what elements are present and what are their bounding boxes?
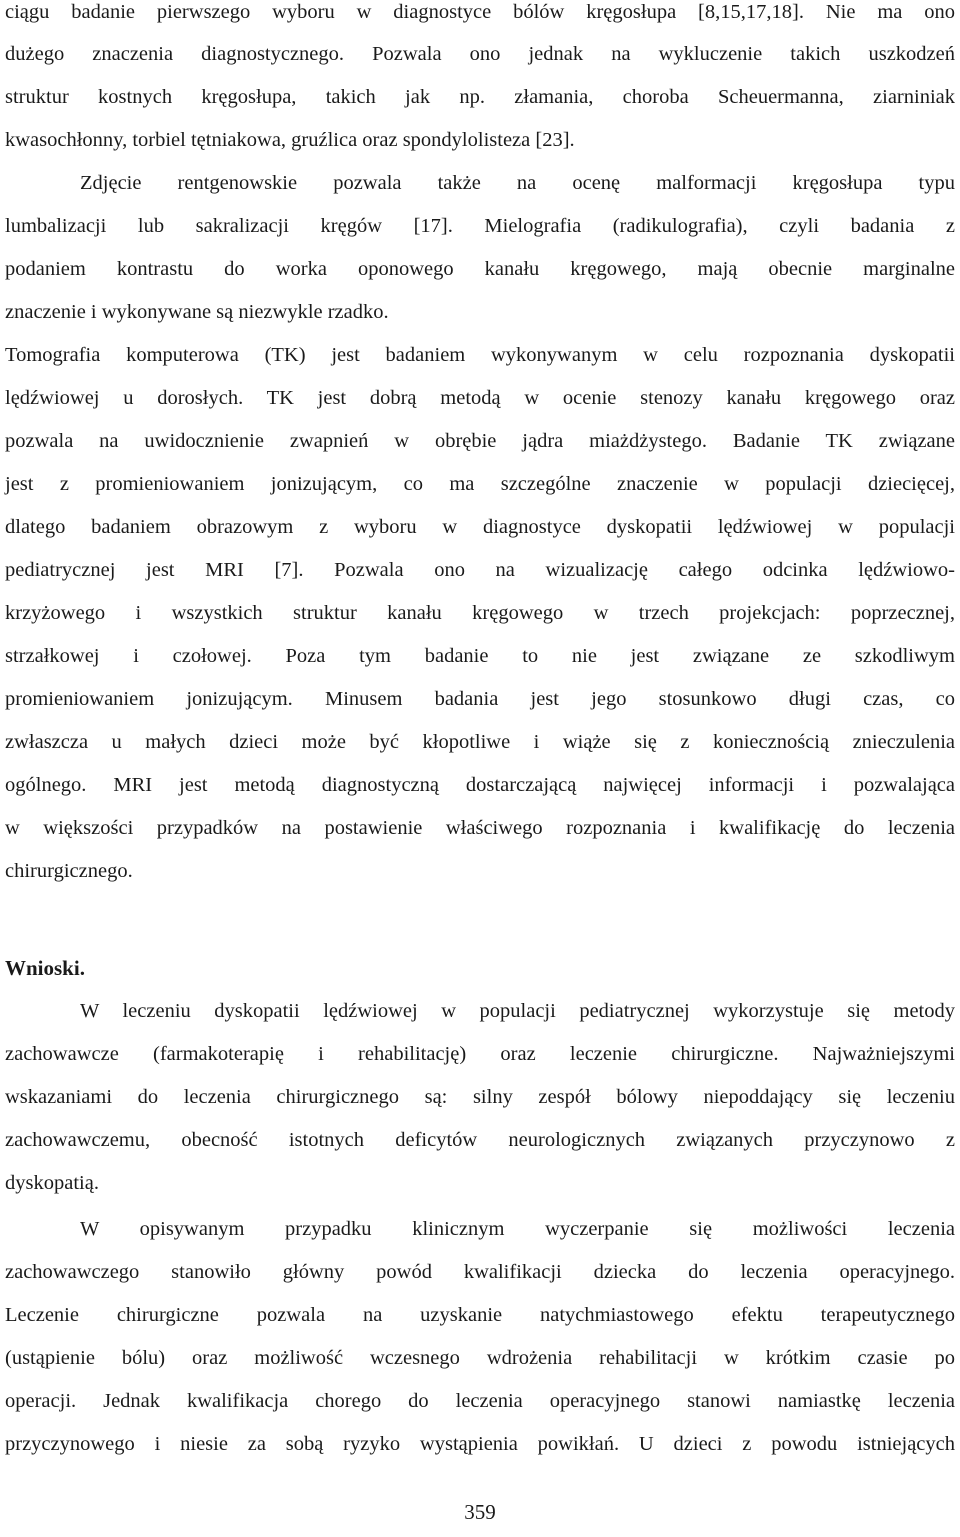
text-line: struktur kostnych kręgosłupa, takich jak np. złamania, choroba Scheuermanna, ziarniniak — [5, 86, 955, 108]
text-line: zachowawczego stanowiło główny powód kwalifikacji dziecka do leczenia operacyjnego. — [5, 1261, 955, 1283]
text-line: kwasochłonny, torbiel tętniakowa, gruźlica oraz spondylolisteza [23]. — [5, 129, 575, 151]
text-line: dyskopatią. — [5, 1172, 99, 1194]
text-line: podaniem kontrastu do worka oponowego kanału kręgowego, mają obecnie marginalne — [5, 258, 955, 280]
section-heading: Wnioski. — [5, 956, 85, 980]
page-number: 359 — [464, 1500, 496, 1524]
text-line: dużego znaczenia diagnostycznego. Pozwala ono jednak na wykluczenie takich uszkodzeń — [5, 43, 955, 65]
text-line: Tomografia komputerowa (TK) jest badaniem wykonywanym w celu rozpoznania dyskopatii — [5, 344, 955, 366]
text-line: zachowawczemu, obecność istotnych deficytów neurologicznych związanych przyczynowo z — [5, 1129, 955, 1151]
text-line: znaczenie i wykonywane są niezwykle rzadko. — [5, 301, 389, 323]
text-line: W leczeniu dyskopatii lędźwiowej w populacji pediatrycznej wykorzystuje się metody — [80, 1000, 955, 1022]
text-line: (ustąpienie bólu) oraz możliwość wczesnego wdrożenia rehabilitacji w krótkim czasie po — [5, 1347, 955, 1369]
text-line: przyczynowego i niesie za sobą ryzyko wystąpienia powikłań. U dzieci z powodu istniejących — [5, 1433, 955, 1455]
text-line: ogólnego. MRI jest metodą diagnostyczną dostarczającą najwięcej informacji i pozwalająca — [5, 774, 955, 796]
text-line: strzałkowej i czołowej. Poza tym badanie to nie jest związane ze szkodliwym — [5, 645, 955, 667]
text-line: krzyżowego i wszystkich struktur kanału kręgowego w trzech projekcjach: poprzecznej, — [5, 602, 955, 624]
text-line: lumbalizacji lub sakralizacji kręgów [17]. Mielografia (radikulografia), czyli badania z — [5, 215, 955, 237]
text-line: jest z promieniowaniem jonizującym, co ma szczególne znaczenie w populacji dziecięcej, — [5, 473, 955, 495]
text-line: promieniowaniem jonizującym. Minusem badania jest jego stosunkowo długi czas, co — [5, 688, 955, 710]
text-line: operacji. Jednak kwalifikacja chorego do leczenia operacyjnego stanowi namiastkę leczenia — [5, 1390, 955, 1412]
text-line: pozwala na uwidocznienie zwapnień w obrębie jądra miażdżystego. Badanie TK związane — [5, 430, 955, 452]
text-line: zwłaszcza u małych dzieci może być kłopotliwe i wiąże się z koniecznością znieczulenia — [5, 731, 955, 753]
text-line: Leczenie chirurgiczne pozwala na uzyskanie natychmiastowego efektu terapeutycznego — [5, 1304, 955, 1326]
text-line: lędźwiowej u dorosłych. TK jest dobrą metodą w ocenie stenozy kanału kręgowego oraz — [5, 387, 955, 409]
text-line: w większości przypadków na postawienie właściwego rozpoznania i kwalifikację do leczenia — [5, 817, 955, 839]
text-line: zachowawcze (farmakoterapię i rehabilitację) oraz leczenie chirurgiczne. Najważniejszymi — [5, 1043, 955, 1065]
text-line: pediatrycznej jest MRI [7]. Pozwala ono na wizualizację całego odcinka lędźwiowo- — [5, 559, 955, 581]
text-line: Zdjęcie rentgenowskie pozwala także na ocenę malformacji kręgosłupa typu — [80, 172, 955, 194]
text-line: chirurgicznego. — [5, 860, 133, 882]
text-line: dlatego badaniem obrazowym z wyboru w diagnostyce dyskopatii lędźwiowej w populacji — [5, 516, 955, 538]
text-line: wskazaniami do leczenia chirurgicznego są: silny zespół bólowy niepoddający się leczeniu — [5, 1086, 955, 1108]
text-line: ciągu badanie pierwszego wyboru w diagnostyce bólów kręgosłupa [8,15,17,18]. Nie ma ono — [5, 1, 955, 23]
text-line: W opisywanym przypadku klinicznym wyczerpanie się możliwości leczenia — [80, 1218, 955, 1240]
